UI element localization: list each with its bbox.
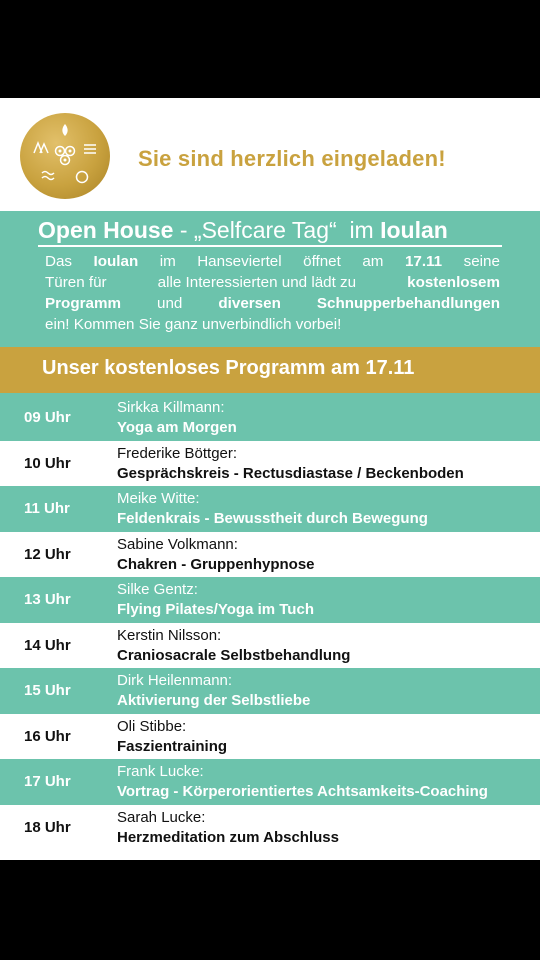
schedule-time: 12 Uhr [24, 545, 71, 563]
schedule-speaker: Sarah Lucke: [117, 808, 206, 826]
schedule-list [0, 395, 540, 850]
intro-line-1 [45, 251, 500, 272]
schedule-row [0, 486, 540, 532]
schedule-session: Craniosacrale Selbstbehandlung [117, 646, 351, 664]
schedule-speaker: Meike Witte: [117, 490, 200, 507]
schedule-row [0, 623, 540, 669]
intro-word: Das [45, 253, 73, 270]
schedule-time: 13 Uhr [24, 591, 71, 608]
intro-word-date: 17.11 [404, 253, 443, 270]
title-open-house: Open House [38, 217, 174, 243]
intro-word: und [157, 295, 183, 312]
intro-word: im [159, 253, 176, 270]
schedule-speaker: Sabine Volkmann: [117, 535, 238, 553]
schedule-session: Aktivierung der Selbstliebe [117, 692, 311, 709]
title-selfcare: - „Selfcare Tag“ im [173, 217, 381, 243]
intro-phrase: alle Interessierten und lädt zu [157, 274, 357, 291]
intro-phrase: Türen für [45, 274, 107, 291]
program-title: Unser kostenloses Programm am 17.11 [42, 357, 415, 379]
schedule-session: Chakren - Gruppenhypnose [117, 555, 315, 573]
welcome-heading: Sie sind herzlich eingeladen! [138, 146, 446, 171]
schedule-row [0, 395, 540, 441]
schedule-speaker: Dirk Heilenmann: [117, 672, 233, 689]
intro-title [38, 217, 502, 247]
schedule-row [0, 714, 540, 760]
schedule-time: 09 Uhr [24, 409, 71, 426]
schedule-time: 14 Uhr [24, 636, 71, 654]
intro-word: am [362, 253, 384, 270]
schedule-row [0, 441, 540, 487]
schedule-session: Feldenkrais - Bewusstheit durch Bewegung [117, 510, 428, 527]
intro-word: öffnet [303, 253, 341, 270]
intro-line-3 [45, 293, 500, 314]
schedule-session: Herzmeditation zum Abschluss [117, 828, 339, 846]
schedule-speaker: Frank Lucke: [117, 763, 204, 780]
intro-body [45, 251, 500, 335]
intro-line-4: ein! Kommen Sie ganz unverbindlich vorbei! [45, 316, 342, 333]
intro-line-2 [45, 272, 500, 293]
schedule-speaker: Frederike Böttger: [117, 444, 238, 462]
schedule-time: 16 Uhr [24, 727, 71, 745]
intro-word-diverse: diversen [218, 295, 281, 312]
schedule-speaker: Kerstin Nilsson: [117, 626, 222, 644]
intro-word: seine [463, 253, 500, 270]
schedule-row [0, 759, 540, 805]
schedule-session: Vortrag - Körperorientiertes Achtsamkeits-Coaching [117, 783, 488, 800]
elements-icon [20, 113, 110, 199]
schedule-time: 17 Uhr [24, 773, 71, 790]
title-ioulan: Ioulan [380, 217, 448, 243]
ioulan-elements-logo [20, 113, 110, 199]
intro-word-free: kostenlosem [407, 274, 500, 291]
schedule-speaker: Silke Gentz: [117, 581, 198, 598]
intro-word-treatments: Schnupperbehandlungen [316, 295, 500, 312]
schedule-row [0, 805, 540, 851]
schedule-row [0, 577, 540, 623]
flyer [0, 98, 540, 860]
schedule-time: 15 Uhr [24, 682, 71, 699]
schedule-row [0, 668, 540, 714]
intro-word-ioulan: Ioulan [93, 253, 139, 270]
schedule-time: 11 Uhr [24, 500, 70, 517]
schedule-session: Faszientraining [117, 737, 228, 755]
intro-word: Hanseviertel [197, 253, 282, 270]
schedule-row [0, 532, 540, 578]
program-banner [0, 347, 540, 393]
schedule-session: Gesprächskreis - Rectusdiastase / Beckenboden [117, 464, 464, 482]
intro-word-program: Programm [45, 295, 121, 312]
schedule-time: 18 Uhr [24, 818, 71, 836]
schedule-session: Yoga am Morgen [117, 419, 237, 436]
schedule-speaker: Sirkka Killmann: [117, 399, 225, 416]
header [0, 98, 540, 210]
schedule-session: Flying Pilates/Yoga im Tuch [117, 601, 314, 618]
schedule-speaker: Oli Stibbe: [117, 717, 187, 735]
schedule-time: 10 Uhr [24, 454, 71, 472]
